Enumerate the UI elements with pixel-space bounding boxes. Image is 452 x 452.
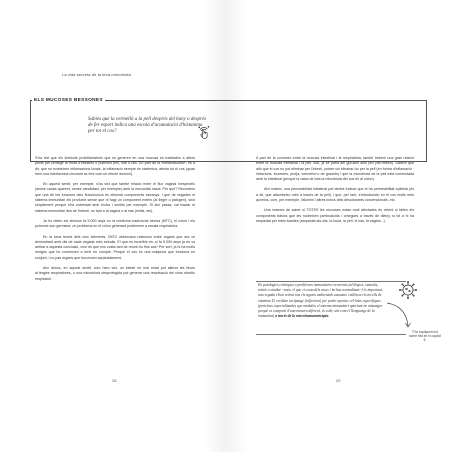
page-number-right: 29 — [336, 378, 341, 383]
left-paragraph: S'ha vist que els limfòcits proinflamatoris que es generen en una mucosa es traslladen a altres punts per protegir la resta d'intestins o pulmons pell, nas o ulls. En part de la «inflamasoma», és a dir, que no existeixen inflamacions locals, la inflamació sempre és sistèmica, afecta tot el cos (quan hem una interfaccina circulant se fent com un efecte dominó). — [35, 156, 195, 176]
hand-touch-icon — [196, 124, 212, 140]
callout-highlight: a través de la microimmunoteràpia. — [275, 314, 330, 319]
page-number-left: 28 — [112, 378, 117, 383]
left-paragraph: En la seva teoria dels cinc elements, l'MTC observava relacions entre òrgans que ara ve demostrant amb dia de cada vegada més estudis. El que és increïble és: si fa 5.000 anys ja es va arribar a aquesta conclusió, com és que ens costa tant de reunir-ho fins ara? Per sort, ja hi ha molts metges que ho comencen a tenir en compte. Perquè el cos és una màquina que funciona en conjunt, i no pas òrgans que funcionen separadament. — [35, 234, 195, 260]
left-paragraph: Ja ho deien els xinesos fa 5.000 anys en la medicina tradicional xinesa (MTC), el còlon i els pulmons són germans: un problema en el còlon generarà problemes a escala respiratòria. — [35, 218, 195, 229]
curved-arrow-icon — [384, 300, 414, 332]
left-paragraph: Així doncs, en aquest sentit, com hem vist, un intestí en mal estat pot alterar les teves al·lèrgies respiratòries, o una microbiota desprotegida pot generar una reactivació del virus sincític respiratori. — [35, 266, 195, 281]
box-label: ELS MUCOSES BESSONES — [34, 98, 103, 103]
pull-quote — [88, 117, 208, 135]
virus-icon — [398, 280, 418, 300]
callout-body: En patologies cròniques o problemes immunitaris recurrents (al·lèrgies, sinusitis, rinitis o similar ~nota, el que et costa dels mocs i ho has normalitzat~) és important, una vegada s'han retirat tots els agents ambientals causants i millorat els nivells de vitamina D, reeditar un tipatge (inflection) per poder aportar cèl·lules específiques (proteïnes especialitzades que modulen el sistema immunitari aportant-ne missatger perquè es comporti d'una manera diferent, és a dir, són com el llenguatge de la immunitat) — [258, 283, 383, 319]
pull-quote-post: una escola d'acumulació d'histamina per tot el cos? — [88, 123, 203, 134]
side-note: T'ho expliquem tot sobre ella en el capítol 5. — [409, 330, 441, 342]
callout-text — [258, 283, 386, 319]
right-column — [256, 156, 414, 229]
right-paragraph: A part de la connexió entre la mucosa intestinal i la respiratòria, també trobem una gran relació entre la mucosa intestinal i la pell. Així, ja se parla del gut-skin axis (eix pell-intestí). Sabem que allò que el cos no pot eliminar per l'intestí, potser vol eliminar-ho per la pell (en forma d'inflamació · irritacions, èczemes, pruïja, vermellor·o de granets) i que la microbiota de la pell està connectada amb la intestinal (perquè la vaixa de tota la microbiota del cos és al còlon). — [256, 156, 414, 182]
left-column — [35, 156, 195, 287]
running-head: La vida secreta de la teva microbiota — [62, 72, 131, 77]
left-paragraph: En aquest sentit, per exemple, s'ha vist que també relació entre el flux vaginal inespecífic (sense causa aparent, sense candidiasi, per exemple) amb la mucositat nasal. Per què? Recordem que una de les funcions dels fluxos/mocs és eliminar components estranys, i que de vegades el sistema immunitari els produeix sense que hi hagi un component extern (al lleger o patogen), sinó simplement perquè s'ha estressat amb tòxics i sentits per exemple. Si així passa, cal tractar el sistema immunitari des de l'intestí, no tant a la vagina o al nas (rinitis, etc). — [35, 182, 195, 213]
right-paragraph: Una manera de saber si TOTES les mucoses estan molt afectades és veient si fallen els components bàsics que les nodreixen (aminoàcids i omegues a través de dieta); si tot a hi ha sequedat per totes bandes (sequedat als ulls, la boca, la pell, el nas, la vagina...). — [256, 208, 414, 223]
pull-quote-pre: Sabies que la vermelló a la pell després del bany o després de fer esport indica — [88, 117, 207, 128]
right-paragraph: Així mateix, una permeabilitat intestinal pot també indicar que hi ha permeabilitat epitelial (és a dir, que absorbeixo més a través de la pell), i que, per tant, s'introdueixin en el cos molts més químics, com, per exemple, l'alumini i altres tòxics dels desodorants convencionals, etc. — [256, 187, 414, 203]
